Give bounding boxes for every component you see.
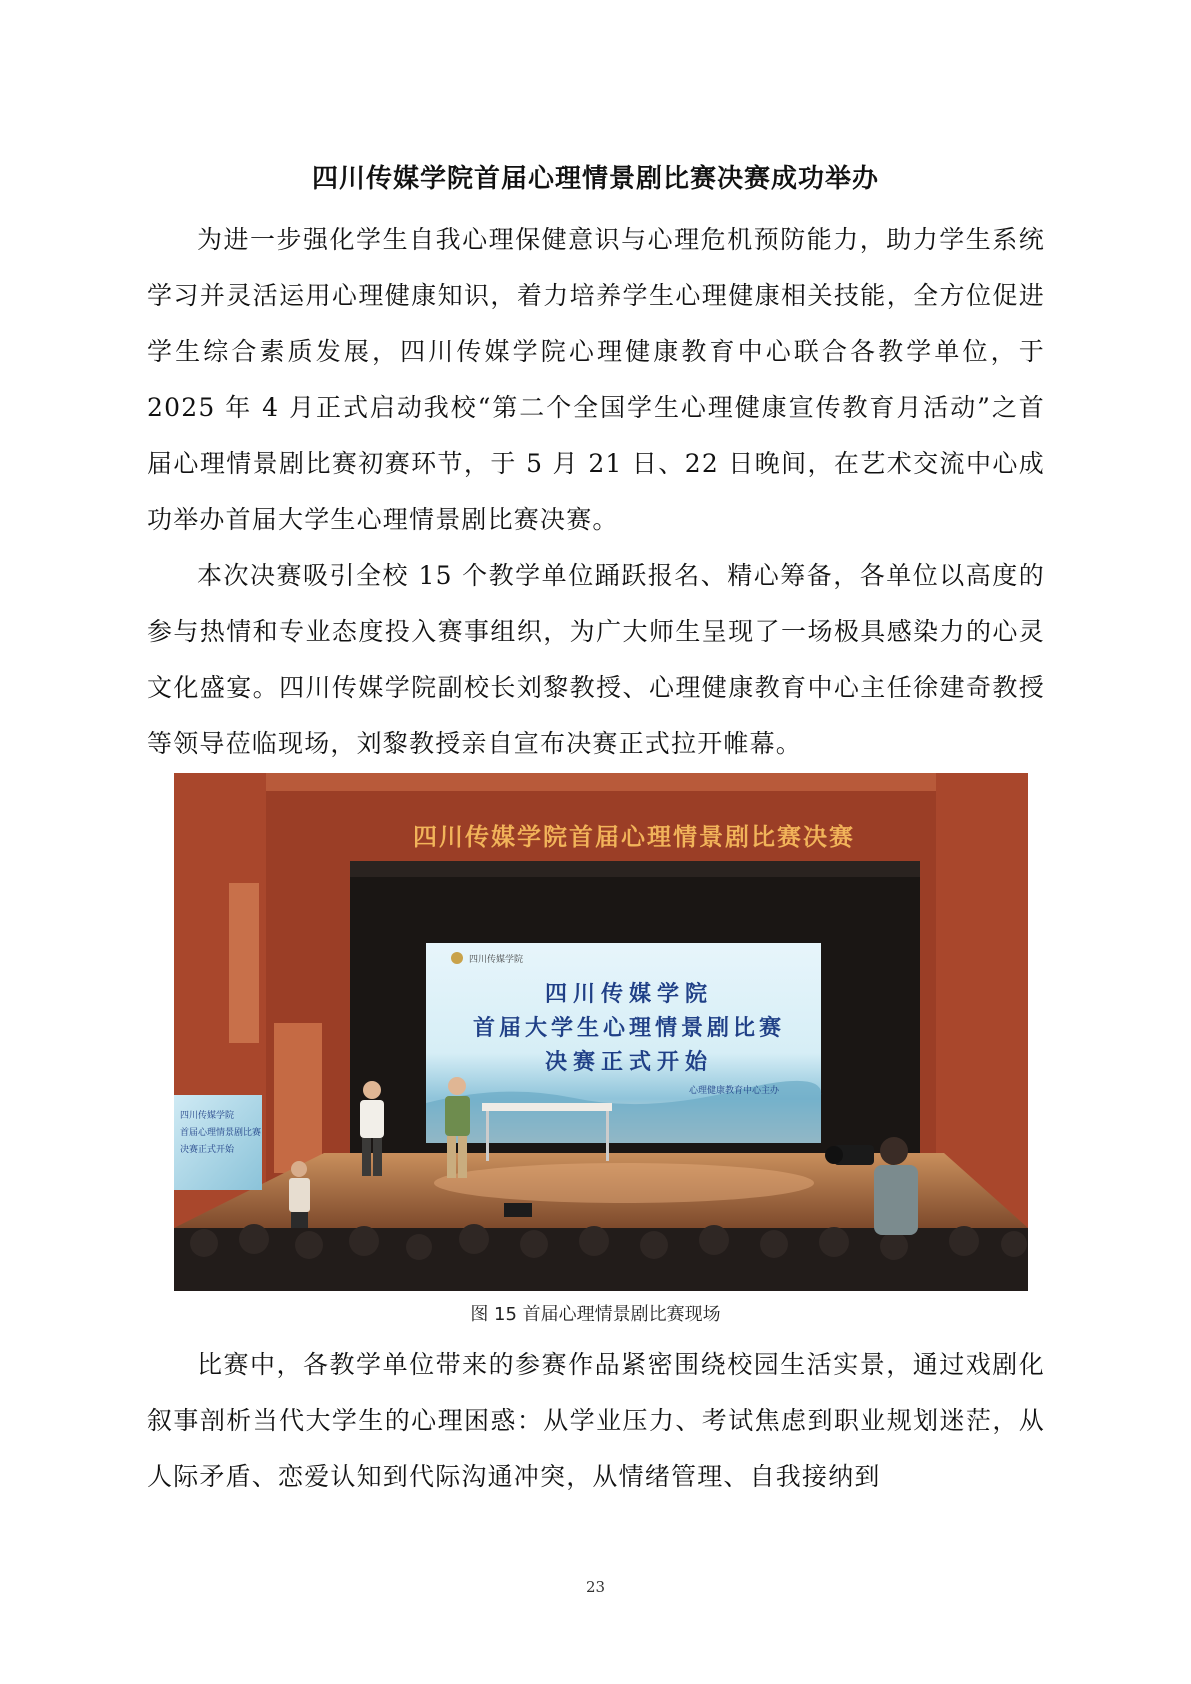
side-screen [174, 1095, 262, 1190]
side-screen-line-1: 四川传媒学院 [180, 1111, 235, 1121]
figure-caption: 图 15 首届心理情景剧比赛现场 [470, 1304, 721, 1325]
side-screen-line-2: 首届心理情景剧比赛 [180, 1128, 262, 1138]
screen-footer: 心理健康教育中心主办 [688, 1086, 780, 1096]
paragraph-3: 比赛中，各教学单位带来的参赛作品紧密围绕校园生活实景，通过戏剧化叙事剖析当代大学生的心理困惑：从学业压力、考试焦虑到职业规划迷茫，从人际矛盾、恋爱认知到代际沟通冲突，从情绪管理、自我接纳到 [147, 1350, 1045, 1491]
paragraph-1: 为进一步强化学生自我心理保健意识与心理危机预防能力，助力学生系统学习并灵活运用心理健康知识，着力培养学生心理健康相关技能，全方位促进学生综合素质发展，四川传媒学院心理健康教育中心联合各教学单位，于 2025 年 4 月正式启动我校“第二个全国学生心理健康宣传教育月活动”之首届心理情景剧比赛初赛环节，于 5 月 21 日、22 日晚间，在艺术交流中心成功举办首届大学生心理情景剧比赛决赛。 [147, 225, 1045, 534]
stage-banner: 四川传媒学院首届心理情景剧比赛决赛 [413, 823, 855, 851]
page-number: 23 [585, 1578, 606, 1596]
screen-line-3: 决赛正式开始 [544, 1050, 714, 1075]
screen-line-1: 四川传媒学院 [544, 982, 714, 1007]
screen-logo: 四川传媒学院 [469, 955, 524, 965]
paragraph-2: 本次决赛吸引全校 15 个教学单位踊跃报名、精心筹备，各单位以高度的参与热情和专业态度投入赛事组织，为广大师生呈现了一场极具感染力的心灵文化盛宴。四川传媒学院副校长刘黎教授、心理健康教育中心主任徐建奇教授等领导莅临现场，刘黎教授亲自宣布决赛正式拉开帷幕。 [147, 561, 1045, 758]
screen-line-2: 首届大学生心理情景剧比赛 [472, 1016, 786, 1041]
event-photo [174, 773, 1028, 1291]
side-screen-line-3: 决赛正式开始 [180, 1145, 235, 1155]
document-title: 四川传媒学院首届心理情景剧比赛决赛成功举办 [311, 164, 879, 194]
